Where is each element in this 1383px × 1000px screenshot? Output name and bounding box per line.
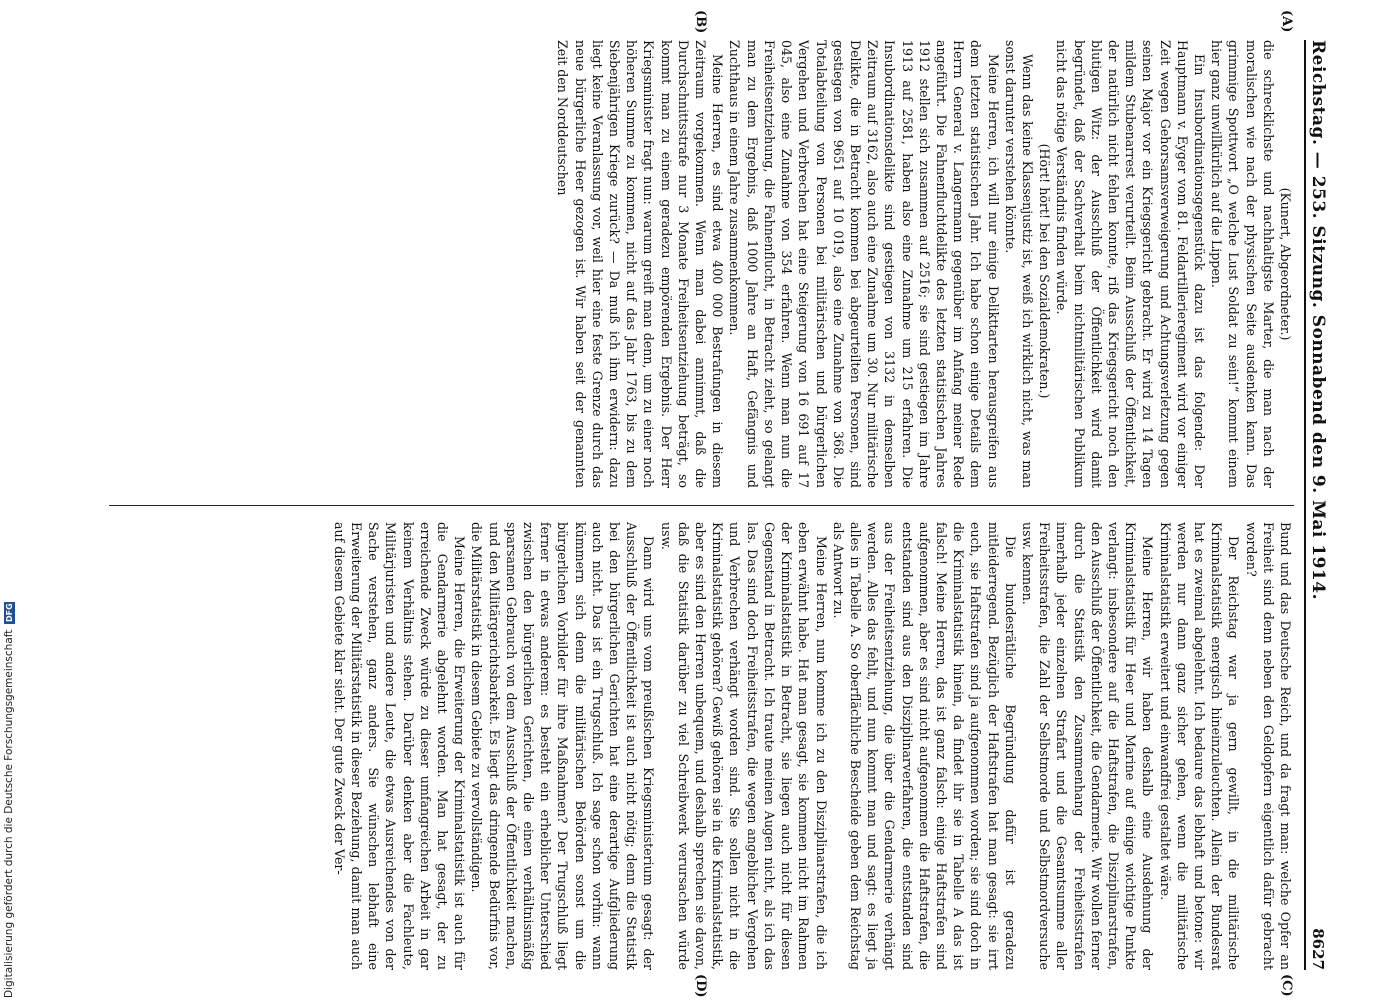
- paragraph: Meine Herren, nun komme ich zu den Disziplinarstrafen, die ich eben erwähnt habe. Hat man gesagt, sie kommen nicht im Rahmen der Kriminalstatistik in Betracht, sie liegen auch nicht für diesen Gegenstand in Betracht. Ich traute meinen Augen nicht, als ich das las. Das sind doch Freiheitsstrafen, die wegen angeblicher Vergehen und Verbrechen verhängt worden sind. Sie sollen nicht in die Kriminalstatistik gehören? Gewiß gehören sie in die Kriminalstatistik, aber es sind den Herren unbequem, und deshalb sprechen sie davon, daß die Statistik darüber zu viel Schreibwerk verursachen würde usw.: [658, 522, 829, 970]
- paragraph: Bund und das Deutsche Reich, und da fragt man: welche Opfer an Freiheit sind denn neben den Geldopfern eigentlich dafür gebracht worden?: [1243, 522, 1293, 970]
- paragraph: Meine Herren, die Erweiterung der Kriminalstatistik ist auch für die Gendarmerie abgelehnt worden. Man hat gesagt, der zu erreichende Zweck würde zu dieser umfangreichen Arbeit in gar keinem Verhältnis stehen. Darüber denken aber die Fachleute, Militärjuristen und andere Leute, die etwas Ausreichendes von der Sache verstehen, ganz anders. Sie wünschen lebhaft eine Erweiterung der Militärstatistik in dieser Beziehung, damit man auch auf diesem Gebiete klar sieht. Der gute Zweck der Ver-: [331, 522, 468, 970]
- margin-marker-a: (A): [1279, 10, 1294, 33]
- paragraph: Ein Insubordinationsgegenstück dazu ist das folgende: Der Hauptmann v. Eyger vom 81. Feldartillerieregiment wird vor einiger Zeit wegen Gehorsamsverweigerung und Achtungsverletzung gegen seinen Major vor ein Kriegsgericht gebracht. Er wird zu 14 Tagen mildem Stubenarrest verurteilt. Beim Ausschluß der Öffentlichkeit, der natürlich nicht fehlen konnte, riß das Kriegsgericht noch den blutigen Witz: der Ausschluß der Öffentlichkeit wird damit begründet, daß der Sachverhalt beim nichtmilitärischen Publikum nicht das nötige Verständnis finden würde.: [1054, 40, 1207, 488]
- paragraph: Dann wird uns vom preußischen Kriegsministerium gesagt: der Ausschluß der Öffentlichkeit ist auch nicht nötig; denn die Statistik bei den bürgerlichen Gerichten hat eine derartige Aufgliederung auch nicht. Das ist ein Trugschluß. Ich sage schon vorhin: wann kümmern sich denn die militärischen Behörden sonst um die bürgerlichen Vorbilder für ihre Maßnahmen? Der Trugschluß liegt ferner in etwas anderem: es besteht ein erheblicher Unterschied zwischen den bürgerlichen Gerichten, die einen verhältnismäßig sparsamen Gebrauch von dem Ausschluß der Öffentlichkeit machen, und den Militärgerichtsbarkeit. Es liegt das dringende Bedürfnis vor, die Militärstatistik in diesem Gebiete zu vervollständigen.: [469, 522, 657, 970]
- speaker-label: (Kunert, Abgeordneter.): [1278, 187, 1293, 341]
- funding-note: [2, 3, 16, 998]
- paragraph: Wenn das keine Klassenjustiz ist, weiß ich wirklich nicht, was man sonst darunter verstehen könnte.: [1002, 40, 1035, 488]
- dfg-logo: DFG: [4, 603, 14, 622]
- text-column-right: [109, 522, 1294, 970]
- funding-note-text: Digitalisierung gefördert durch die Deutsche Forschungsgemeinschaft: [3, 629, 15, 998]
- interjection: (Hört! hört! bei den Sozialdemokraten.): [1037, 143, 1053, 399]
- margin-marker-c: (C): [1279, 974, 1294, 997]
- paragraph: Der Reichstag war ja gern gewillt, in die militärische Kriminalstatistik energisch hineinzuleuchten. Allein der Bundesrat hat es zweimal abgelehnt. Ich bedaure das lebhaft und betone: wir werden nur dann ganz sicher gehen, wenn die militärische Kriminalstatistik erweitert und einwandfrei gestaltet wäre.: [1157, 522, 1242, 970]
- page-title: Reichstag. — 253. Sitzung. Sonnabend den 9. Mai 1914.: [1308, 40, 1328, 601]
- paragraph: die schrecklichste und nachhaltigste Marter, die man nach der moralischen wie nach der physischen Seite ausdenken kann. Das grimmige Spottwort „O welche Lust Soldat zu sein!“ kommt einem hier ganz unwillkürlich auf die Lippen.: [1209, 40, 1276, 488]
- paragraph: Die bundesrätliche Begründung dafür ist geradezu mitleiderregend. Bezüglich der Haftstrafen hat man gesagt: sie irrt euch, sie Haftstrafen sind ja aufgenommen worden; sie sind doch in die Kriminalstatistik hinein, da findet ihr sie in Tabelle A das ist falsch! Meine Herren, das ist ganz falsch: einige Haftstrafen sind aufgenommen, aber es sind nicht aufgenommen die Haftstrafen, die entstanden sind aus den Disziplinarverfahren, die entstanden sind aus der Freiheitsentziehung, die über die Gendarmerie verhängt werden. Alles das fehlt, und nun kommt man und sagt: es liegt ja alles in Tabelle A. So oberflächliche Bescheide geben dem Reichstag als Antwort zu.: [830, 522, 1018, 970]
- text-column-left: [109, 40, 1294, 488]
- margin-marker-d: (D): [693, 974, 708, 998]
- page-number: 8627: [1309, 928, 1327, 970]
- paragraph: Meine Herren, ich will nur einige Delikttarten herausgreifen aus dem letzten statistischen Jahr. Ich habe schon einige Details dem Herrn General v. Langermann gegenüber im Anfang meiner Rede angeführt. Die Fahnenfluchtdelikte des letzten statistischen Jahres 1912 stellen sich zusammen auf 2516; sie sind gestiegen im Jahre 1913 auf 2581, haben also eine Zunahme um 215 erfahren. Die Insubordinationsdelikte sind gestiegen von 3132 in demselben Zeitraum auf 3162, also auch eine Zunahme um 30. Nur militärische Delikte, die in Betracht kommen bei abgeurteilten Personen, sind gestiegen von 9651 auf 10 019, also eine Zunahme von 368. Die Totalabteilung von Personen bei militärischen und bürgerlichen Vergehen und Verbrechen hat eine Steigerung von 16 691 auf 17 045, also eine Zunahme von 354 erfahren. Wenn man nun die Freiheitsentziehung, die Fahnenflucht, in Betracht zieht, so gelangt man zu dem Ergebnis, daß 1000 Jahre an Haft, Gefängnis und Zuchthaus in einem Jahre zusammenkommen.: [727, 40, 1001, 488]
- column-divider: [109, 505, 1294, 506]
- document-page: [83, 10, 1328, 998]
- page-header: [1304, 40, 1328, 970]
- margin-marker-b: (B): [693, 10, 708, 34]
- paragraph: Meine Herren, es sind etwa 400 000 Bestrafungen in diesem Zeitraum vorgekommen. Wenn man dabei annimmt, daß die Durchschnittsstrafe nur 3 Monate Freiheitsentziehung beträgt, so kommt man zu einem geradezu empörenden Ergebnis. Der Herr Kriegsminister fragt nun: warum greift man denn, um zu einer noch höheren Summe zu kommen, nicht auf das Jahr 1763, bis zu dem Siebenjährigen Kriege zurück? — Da muß ich ihm erwidern: dazu liegt keine Veranlassung vor, weil hier eine feste Grenze durch das neue bürgerliche Heer gezogen ist. Wir haben seit der genannten Zeit den Norddeutschen: [555, 40, 726, 488]
- paragraph: Meine Herren, wir haben deshalb eine Ausdehnung der Kriminalstatistik für Heer und Marine auf einige wichtige Punkte verlangt: insbesondere auf die Haftstrafen, die Disziplinarstrafen, den Ausschluß der Öffentlichkeit, die Gendarmerie. Wir wollen ferner durch die Statistik den Zusammenhang der Freiheitsstrafen innerhalb jeder einzelnen Strafart und die Gesamtsumme aller Freiheitsstrafen, die Zahl der Selbstmorde und Selbstmordversuche usw. kennen.: [1019, 522, 1156, 970]
